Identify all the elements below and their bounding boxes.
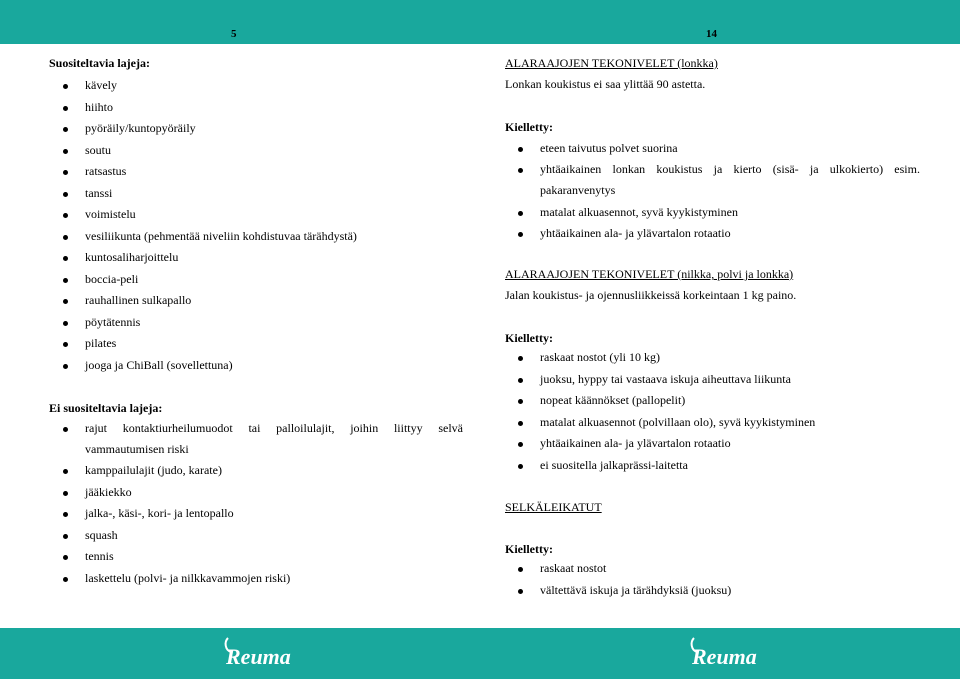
bullet: [63, 192, 68, 197]
bullet: [518, 421, 523, 426]
reuma-logo-left: [222, 636, 292, 670]
header-band: [0, 0, 960, 44]
section1-item-4: yhtäaikainen ala- ja ylävartalon rotaatio: [540, 226, 731, 240]
footer-band: [0, 628, 960, 679]
word: joihin: [350, 421, 379, 435]
recommended-item: pilates: [85, 336, 117, 350]
bullet: [518, 147, 523, 152]
bullet: [518, 464, 523, 469]
section2-item: yhtäaikainen ala- ja ylävartalon rotaatio: [540, 436, 731, 450]
not-recommended-item: kamppailulajit (judo, karate): [85, 463, 222, 477]
bullet: [518, 232, 523, 237]
word: rajut: [85, 421, 107, 435]
section3-title: SELKÄLEIKATUT: [505, 500, 602, 514]
bullet: [63, 427, 68, 432]
section1-item-2-cont: pakaranvenytys: [540, 183, 616, 197]
page-number-left: 5: [231, 28, 237, 40]
bullet: [63, 149, 68, 154]
bullet: [518, 442, 523, 447]
bullet: [63, 342, 68, 347]
svg-text:Reuma: Reuma: [226, 644, 291, 669]
forbidden-label-1: Kielletty:: [505, 120, 553, 134]
section2-item: ei suositella jalkaprässi-laitetta: [540, 457, 688, 472]
word: ulkokierto): [829, 162, 884, 176]
word: tai: [248, 421, 261, 435]
section1-text: Lonkan koukistus ei saa ylittää 90 astetta.: [505, 77, 706, 91]
word: ja: [809, 162, 819, 176]
bullet: [63, 278, 68, 283]
heading-not-recommended: Ei suositeltavia lajeja:: [49, 401, 163, 415]
bullet: [63, 299, 68, 304]
section1-item-2: [540, 162, 920, 176]
word: liittyy: [393, 421, 423, 435]
recommended-item: boccia-peli: [85, 271, 139, 286]
word: lonkan: [612, 162, 646, 176]
section1-item-1: eteen taivutus polvet suorina: [540, 141, 678, 155]
word: esim.: [894, 162, 920, 176]
word: selvä: [438, 421, 463, 435]
bullet: [63, 321, 68, 326]
section2-text: Jalan koukistus- ja ojennusliikkeissä korkeintaan 1 kg paino.: [505, 288, 797, 302]
recommended-item: pöytätennis: [85, 314, 141, 329]
recommended-item: tanssi: [85, 185, 113, 200]
bullet: [63, 170, 68, 175]
word: (sisä-: [772, 162, 799, 176]
recommended-item: ratsastus: [85, 164, 127, 178]
reuma-logo-right: [688, 636, 758, 670]
recommended-item: soutu: [85, 142, 112, 157]
bullet: [63, 84, 68, 89]
recommended-item: kävely: [85, 78, 117, 92]
not-recommended-item: squash: [85, 527, 118, 542]
recommended-item: pyöräily/kuntopyöräily: [85, 121, 196, 135]
bullet: [63, 469, 68, 474]
bullet: [63, 364, 68, 369]
bullet: [518, 356, 523, 361]
recommended-item: vesiliikunta (pehmentää niveliin kohdistuvaa tärähdystä): [85, 228, 357, 243]
bullet: [63, 213, 68, 218]
svg-text:Reuma: Reuma: [692, 644, 757, 669]
not-recommended-item-first: [85, 421, 463, 435]
not-recommended-item: tennis: [85, 549, 114, 563]
section1-title: ALARAAJOJEN TEKONIVELET (lonkka): [505, 56, 718, 70]
section2-item: juoksu, hyppy tai vastaava iskuja aiheuttava liikunta: [540, 371, 791, 386]
bullet: [518, 567, 523, 572]
word: ja: [713, 162, 723, 176]
not-recommended-item: laskettelu (polvi- ja nilkkavammojen riski): [85, 570, 291, 585]
recommended-item: kuntosaliharjoittelu: [85, 250, 179, 264]
forbidden-label-3: Kielletty:: [505, 542, 553, 556]
recommended-item: hiihto: [85, 99, 114, 114]
section1-item-3: matalat alkuasennot, syvä kyykistyminen: [540, 205, 738, 219]
forbidden-label-2: Kielletty:: [505, 331, 553, 345]
not-recommended-item-first-cont: vammautumisen riski: [85, 442, 189, 456]
section2-item: matalat alkuasennot (polvillaan olo), syvä kyykistyminen: [540, 414, 816, 429]
bullet: [63, 577, 68, 582]
bullet: [518, 589, 523, 594]
heading-recommended: Suositeltavia lajeja:: [49, 56, 150, 70]
bullet: [518, 211, 523, 216]
word: kierto: [733, 162, 762, 176]
section3-item: vältettävä iskuja ja tärähdyksiä (juoksu): [540, 582, 732, 597]
bullet: [63, 235, 68, 240]
bullet: [63, 106, 68, 111]
bullet: [63, 491, 68, 496]
word: palloilulajit,: [276, 421, 335, 435]
bullet: [63, 555, 68, 560]
word: yhtäaikainen: [540, 162, 602, 176]
bullet: [518, 168, 523, 173]
bullet: [518, 399, 523, 404]
bullet: [518, 378, 523, 383]
bullet: [63, 534, 68, 539]
recommended-item: voimistelu: [85, 207, 136, 221]
page-number-right: 14: [706, 28, 717, 40]
bullet: [63, 256, 68, 261]
section2-item: nopeat käännökset (pallopelit): [540, 393, 686, 407]
recommended-item: jooga ja ChiBall (sovellettuna): [85, 357, 233, 372]
bullet: [63, 512, 68, 517]
section2-item: raskaat nostot (yli 10 kg): [540, 350, 660, 364]
word: kontaktiurheilumuodot: [122, 421, 233, 435]
section3-item: raskaat nostot: [540, 561, 607, 575]
bullet: [63, 127, 68, 132]
word: koukistus: [656, 162, 703, 176]
recommended-item: rauhallinen sulkapallo: [85, 293, 192, 307]
not-recommended-item: jääkiekko: [85, 484, 132, 499]
not-recommended-item: jalka-, käsi-, kori- ja lentopallo: [85, 506, 234, 520]
section2-title: ALARAAJOJEN TEKONIVELET (nilkka, polvi ja lonkka): [505, 267, 794, 281]
